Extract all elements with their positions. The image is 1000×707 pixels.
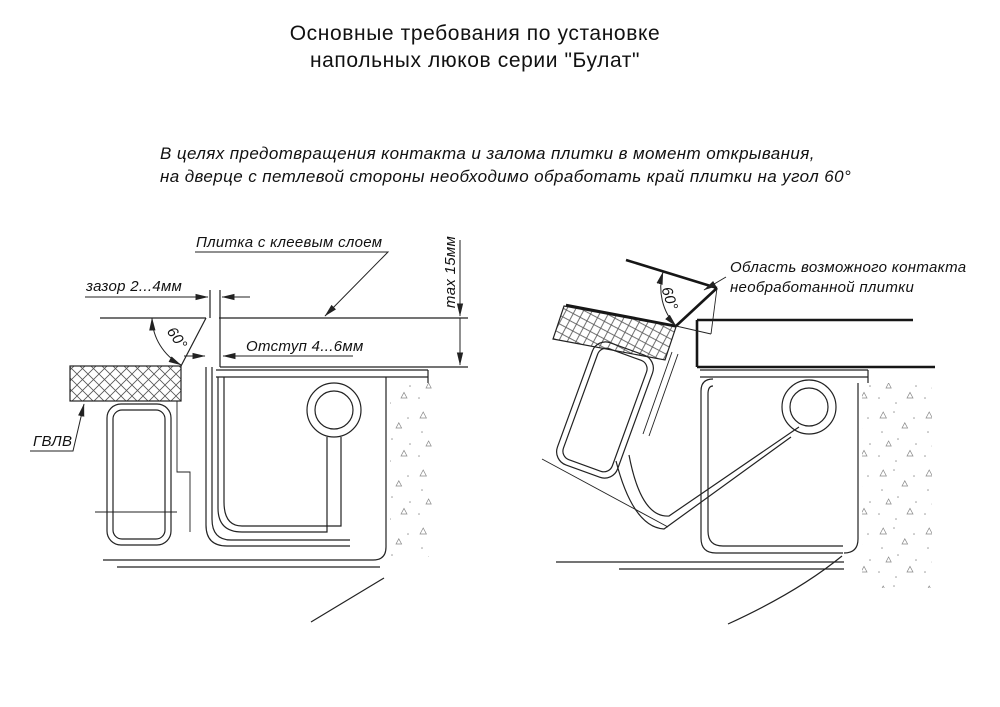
label-contact-line-2: необработанной плитки [730,279,915,296]
door-sheet [95,401,190,532]
hinge-circle-right [782,380,836,434]
label-max-thickness: max 15мм [442,235,459,309]
right-diagram [542,259,966,624]
label-contact-line-1: Область возможного контакта [730,259,967,276]
frame-bottom [103,377,386,622]
leader-tile [195,252,388,316]
note-line-1: В целях предотвращения контакта и залома плитки в момент открывания, [160,144,815,163]
label-tile-adhesive: Плитка с клеевым слоем [196,234,383,251]
door-tube-tilted [553,338,658,482]
concrete-texture-right [862,383,932,588]
door-sheet-tilted [542,352,678,527]
gvl-board-hatch [70,366,181,401]
door-tube [107,404,171,545]
frame-flange [216,370,428,383]
label-angle-right: 60° [657,284,682,313]
frame-tube [218,377,341,532]
title-line-2: напольных люков серии "Булат" [309,49,641,72]
note-line-2: на дверце с петлевой стороны необходимо обработать край плитки на угол 60° [160,167,852,186]
title-line-1: Основные требования по установке [289,22,661,45]
label-offset: Отступ 4...6мм [246,338,364,355]
label-gap: зазор 2...4мм [86,278,183,295]
fixed-tile [697,320,935,367]
label-gvl-board: ГВЛВ [33,433,73,450]
hinge-circle [307,383,361,437]
left-diagram [30,234,468,622]
tile-section [100,290,468,367]
concrete-texture [390,383,433,557]
label-angle-left: 60° [162,323,191,353]
frame-right [556,370,868,624]
